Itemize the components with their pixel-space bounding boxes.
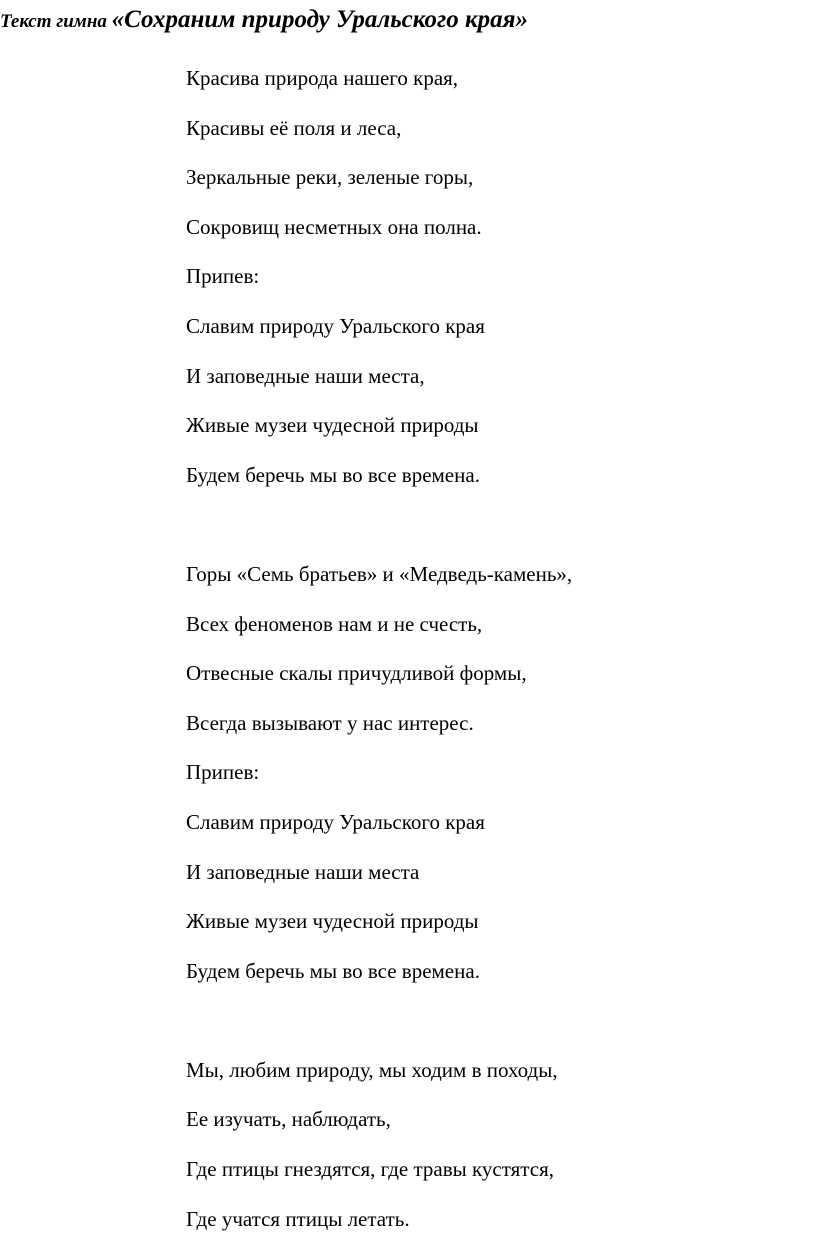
lyric-line: Красивы её поля и леса,	[186, 115, 402, 140]
lyric-line: Будем беречь мы во все времена.	[186, 462, 480, 487]
lyric-line: Ее изучать, наблюдать,	[186, 1107, 391, 1132]
lyric-line: И заповедные наши места,	[186, 363, 425, 388]
stanza-gap	[186, 996, 806, 1046]
lyric-line: Мы, любим природу, мы ходим в походы,	[186, 1057, 558, 1082]
lyric-line: Всегда вызывают у нас интерес.	[186, 710, 474, 735]
lyric-line: Всех феноменов нам и не счесть,	[186, 611, 483, 636]
lyric-line: Где птицы гнездятся, где травы кустятся,	[186, 1157, 554, 1182]
lyric-line: Сокровищ несметных она полна.	[186, 214, 482, 239]
chorus-label: Припев:	[186, 264, 260, 289]
lyric-line: Славим природу Уральского края	[186, 313, 485, 338]
lyrics-body	[186, 54, 806, 1244]
title-prefix: Текст гимна	[0, 11, 112, 32]
lyric-line: И заповедные наши места	[186, 859, 420, 884]
lyric-line: Славим природу Уральского края	[186, 809, 485, 834]
lyric-line: Зеркальные реки, зеленые горы,	[186, 165, 474, 190]
document-title	[0, 6, 528, 34]
lyric-line: Живые музеи чудесной природы	[186, 413, 479, 438]
title-main: «Сохраним природу Уральского края»	[111, 6, 529, 33]
lyric-line: Живые музеи чудесной природы	[186, 909, 479, 934]
lyric-line: Будем беречь мы во все времена.	[186, 958, 480, 983]
lyric-line: Красива природа нашего края,	[186, 66, 459, 90]
chorus-label: Припев:	[186, 760, 260, 785]
stanza-gap	[186, 500, 806, 550]
lyric-line: Где учатся птицы летать.	[186, 1206, 410, 1231]
lyric-line: Отвесные скалы причудливой формы,	[186, 661, 527, 686]
lyric-line: Горы «Семь братьев» и «Медведь-камень»,	[186, 561, 573, 586]
